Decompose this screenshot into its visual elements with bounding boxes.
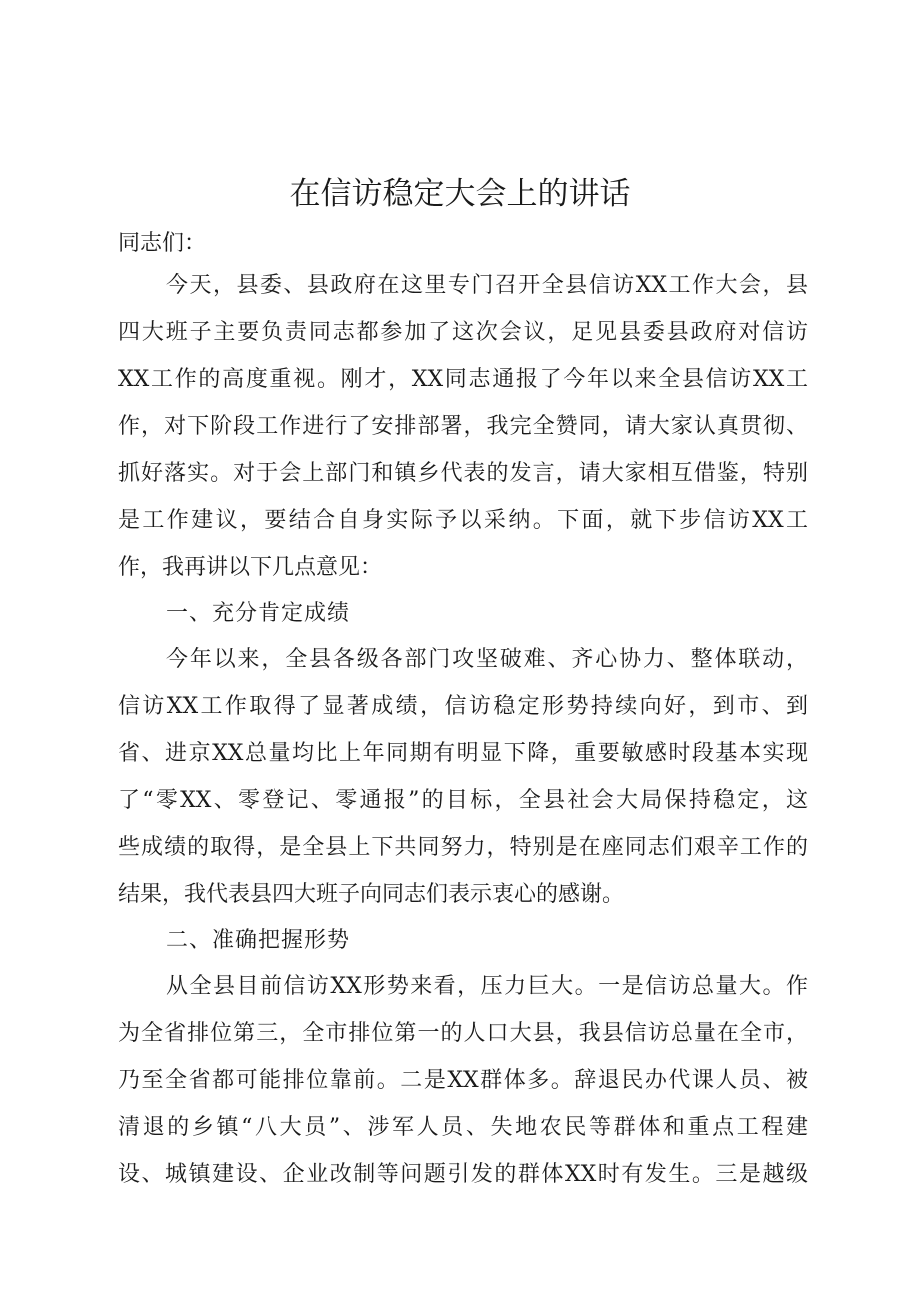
- salutation: 同志们：: [118, 231, 207, 256]
- paragraph-line: 些成绩的取得，是全县上下共同努力，特别是在座同志们艰辛工作的: [118, 835, 808, 860]
- section-heading: 一、充分肯定成绩: [166, 601, 351, 626]
- paragraph-line: 为全省排位第三，全市排位第一的人口大县，我县信访总量在全市，: [118, 1021, 808, 1046]
- paragraph-line: 作，我再讲以下几点意见：: [118, 555, 383, 580]
- paragraph-line: 省、进京XX总量均比上年同期有明显下降，重要敏感时段基本实现: [118, 741, 808, 766]
- paragraph-line: 四大班子主要负责同志都参加了这次会议，足见县委县政府对信访: [118, 320, 808, 345]
- paragraph-line: 今年以来，全县各级各部门攻坚破难、齐心协力、整体联动，: [166, 647, 808, 672]
- paragraph-line: 今天，县委、县政府在这里专门召开全县信访XX工作大会，县: [166, 273, 808, 298]
- paragraph-line: 信访XX工作取得了显著成绩，信访稳定形势持续向好，到市、到: [118, 694, 808, 719]
- document-title: 在信访稳定大会上的讲话: [289, 176, 631, 212]
- paragraph-line: 从全县目前信访XX形势来看，压力巨大。一是信访总量大。作: [166, 974, 808, 999]
- paragraph-line: 结果，我代表县四大班子向同志们表示衷心的感谢。: [118, 882, 625, 907]
- paragraph-line: 清退的乡镇“八大员”、涉军人员、失地农民等群体和重点工程建: [118, 1115, 808, 1140]
- paragraph-line: XX工作的高度重视。刚才，XX同志通报了今年以来全县信访XX工: [118, 367, 808, 392]
- paragraph-line: 乃至全省都可能排位靠前。二是XX群体多。辞退民办代课人员、被: [118, 1068, 808, 1093]
- paragraph-line: 是工作建议，要结合自身实际予以采纳。下面，就下步信访XX工: [118, 508, 808, 533]
- paragraph-line: 作，对下阶段工作进行了安排部署，我完全赞同，请大家认真贯彻、: [118, 414, 808, 439]
- paragraph-line: 了“零XX、零登记、零通报”的目标，全县社会大局保持稳定，这: [118, 788, 808, 813]
- paragraph-line: 设、城镇建设、企业改制等问题引发的群体XX时有发生。三是越级: [118, 1162, 808, 1187]
- paragraph-line: 抓好落实。对于会上部门和镇乡代表的发言，请大家相互借鉴，特别: [118, 461, 808, 486]
- section-heading: 二、准确把握形势: [166, 928, 351, 953]
